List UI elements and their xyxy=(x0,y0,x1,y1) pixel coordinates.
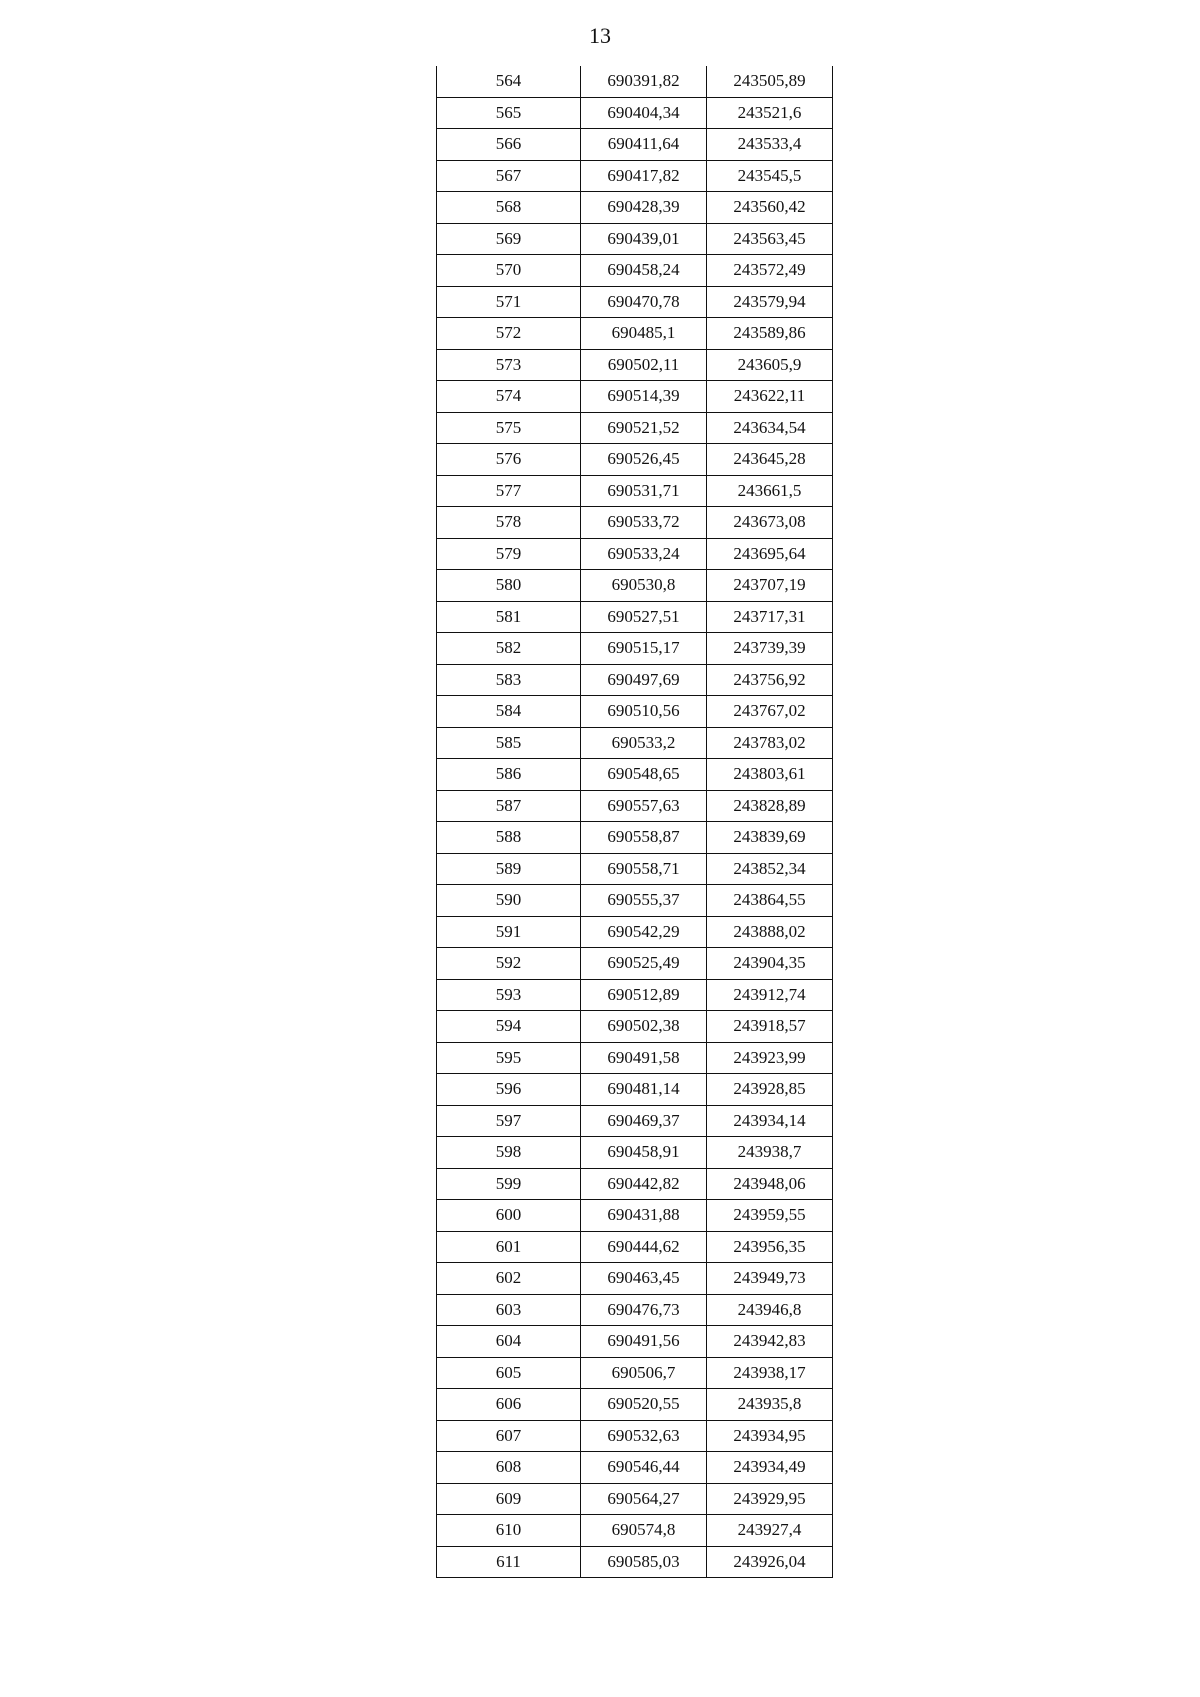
point-number-cell: 600 xyxy=(437,1200,581,1232)
x-coordinate-cell: 690564,27 xyxy=(581,1483,707,1515)
x-coordinate-cell: 690444,62 xyxy=(581,1231,707,1263)
y-coordinate-cell: 243756,92 xyxy=(707,664,833,696)
point-number-cell: 592 xyxy=(437,948,581,980)
table-row xyxy=(437,1011,833,1043)
page-number: 13 xyxy=(589,23,611,48)
table-row xyxy=(437,318,833,350)
table-row xyxy=(437,633,833,665)
y-coordinate-cell: 243622,11 xyxy=(707,381,833,413)
point-number-cell: 599 xyxy=(437,1168,581,1200)
table-row xyxy=(437,1042,833,1074)
x-coordinate-cell: 690515,17 xyxy=(581,633,707,665)
x-coordinate-cell: 690481,14 xyxy=(581,1074,707,1106)
point-number-cell: 602 xyxy=(437,1263,581,1295)
y-coordinate-cell: 243918,57 xyxy=(707,1011,833,1043)
point-number-cell: 587 xyxy=(437,790,581,822)
y-coordinate-cell: 243946,8 xyxy=(707,1294,833,1326)
x-coordinate-cell: 690532,63 xyxy=(581,1420,707,1452)
y-coordinate-cell: 243959,55 xyxy=(707,1200,833,1232)
table-row xyxy=(437,444,833,476)
table-row xyxy=(437,1231,833,1263)
y-coordinate-cell: 243923,99 xyxy=(707,1042,833,1074)
x-coordinate-cell: 690470,78 xyxy=(581,286,707,318)
point-number-cell: 611 xyxy=(437,1546,581,1578)
y-coordinate-cell: 243852,34 xyxy=(707,853,833,885)
table-row xyxy=(437,1326,833,1358)
point-number-cell: 576 xyxy=(437,444,581,476)
y-coordinate-cell: 243938,7 xyxy=(707,1137,833,1169)
x-coordinate-cell: 690533,24 xyxy=(581,538,707,570)
x-coordinate-cell: 690510,56 xyxy=(581,696,707,728)
point-number-cell: 583 xyxy=(437,664,581,696)
y-coordinate-cell: 243717,31 xyxy=(707,601,833,633)
point-number-cell: 575 xyxy=(437,412,581,444)
table-row xyxy=(437,1389,833,1421)
table-row xyxy=(437,1263,833,1295)
y-coordinate-cell: 243673,08 xyxy=(707,507,833,539)
y-coordinate-cell: 243828,89 xyxy=(707,790,833,822)
table-row xyxy=(437,192,833,224)
point-number-cell: 609 xyxy=(437,1483,581,1515)
point-number-cell: 566 xyxy=(437,129,581,161)
point-number-cell: 582 xyxy=(437,633,581,665)
y-coordinate-cell: 243634,54 xyxy=(707,412,833,444)
table-row xyxy=(437,885,833,917)
y-coordinate-cell: 243560,42 xyxy=(707,192,833,224)
y-coordinate-cell: 243605,9 xyxy=(707,349,833,381)
point-number-cell: 572 xyxy=(437,318,581,350)
table-row xyxy=(437,1515,833,1547)
x-coordinate-cell: 690439,01 xyxy=(581,223,707,255)
x-coordinate-cell: 690442,82 xyxy=(581,1168,707,1200)
point-number-cell: 579 xyxy=(437,538,581,570)
table-row xyxy=(437,129,833,161)
table-row xyxy=(437,1137,833,1169)
x-coordinate-cell: 690491,56 xyxy=(581,1326,707,1358)
y-coordinate-cell: 243645,28 xyxy=(707,444,833,476)
x-coordinate-cell: 690557,63 xyxy=(581,790,707,822)
x-coordinate-cell: 690558,87 xyxy=(581,822,707,854)
x-coordinate-cell: 690512,89 xyxy=(581,979,707,1011)
point-number-cell: 604 xyxy=(437,1326,581,1358)
x-coordinate-cell: 690458,24 xyxy=(581,255,707,287)
point-number-cell: 581 xyxy=(437,601,581,633)
table-row xyxy=(437,1105,833,1137)
table-row xyxy=(437,223,833,255)
point-number-cell: 603 xyxy=(437,1294,581,1326)
y-coordinate-cell: 243912,74 xyxy=(707,979,833,1011)
x-coordinate-cell: 690546,44 xyxy=(581,1452,707,1484)
y-coordinate-cell: 243545,5 xyxy=(707,160,833,192)
x-coordinate-cell: 690521,52 xyxy=(581,412,707,444)
x-coordinate-cell: 690502,11 xyxy=(581,349,707,381)
x-coordinate-cell: 690502,38 xyxy=(581,1011,707,1043)
table-row xyxy=(437,97,833,129)
point-number-cell: 565 xyxy=(437,97,581,129)
x-coordinate-cell: 690485,1 xyxy=(581,318,707,350)
table-row xyxy=(437,916,833,948)
x-coordinate-cell: 690531,71 xyxy=(581,475,707,507)
x-coordinate-cell: 690428,39 xyxy=(581,192,707,224)
point-number-cell: 564 xyxy=(437,66,581,97)
table-row xyxy=(437,790,833,822)
x-coordinate-cell: 690558,71 xyxy=(581,853,707,885)
table-row xyxy=(437,979,833,1011)
table-row xyxy=(437,570,833,602)
table-row xyxy=(437,66,833,97)
x-coordinate-cell: 690527,51 xyxy=(581,601,707,633)
x-coordinate-cell: 690533,2 xyxy=(581,727,707,759)
x-coordinate-cell: 690533,72 xyxy=(581,507,707,539)
y-coordinate-cell: 243888,02 xyxy=(707,916,833,948)
table-row xyxy=(437,1452,833,1484)
table-row xyxy=(437,507,833,539)
x-coordinate-cell: 690542,29 xyxy=(581,916,707,948)
x-coordinate-cell: 690574,8 xyxy=(581,1515,707,1547)
x-coordinate-cell: 690404,34 xyxy=(581,97,707,129)
point-number-cell: 610 xyxy=(437,1515,581,1547)
y-coordinate-cell: 243934,49 xyxy=(707,1452,833,1484)
x-coordinate-cell: 690476,73 xyxy=(581,1294,707,1326)
point-number-cell: 588 xyxy=(437,822,581,854)
point-number-cell: 594 xyxy=(437,1011,581,1043)
x-coordinate-cell: 690463,45 xyxy=(581,1263,707,1295)
point-number-cell: 596 xyxy=(437,1074,581,1106)
y-coordinate-cell: 243864,55 xyxy=(707,885,833,917)
x-coordinate-cell: 690497,69 xyxy=(581,664,707,696)
y-coordinate-cell: 243935,8 xyxy=(707,1389,833,1421)
y-coordinate-cell: 243695,64 xyxy=(707,538,833,570)
table-row xyxy=(437,1074,833,1106)
y-coordinate-cell: 243928,85 xyxy=(707,1074,833,1106)
point-number-cell: 586 xyxy=(437,759,581,791)
point-number-cell: 590 xyxy=(437,885,581,917)
y-coordinate-cell: 243589,86 xyxy=(707,318,833,350)
table-row xyxy=(437,538,833,570)
table-row xyxy=(437,160,833,192)
point-number-cell: 605 xyxy=(437,1357,581,1389)
y-coordinate-cell: 243949,73 xyxy=(707,1263,833,1295)
y-coordinate-cell: 243934,95 xyxy=(707,1420,833,1452)
table-row xyxy=(437,1483,833,1515)
x-coordinate-cell: 690491,58 xyxy=(581,1042,707,1074)
y-coordinate-cell: 243926,04 xyxy=(707,1546,833,1578)
table-row xyxy=(437,286,833,318)
y-coordinate-cell: 243904,35 xyxy=(707,948,833,980)
x-coordinate-cell: 690506,7 xyxy=(581,1357,707,1389)
point-number-cell: 597 xyxy=(437,1105,581,1137)
x-coordinate-cell: 690526,45 xyxy=(581,444,707,476)
x-coordinate-cell: 690514,39 xyxy=(581,381,707,413)
point-number-cell: 574 xyxy=(437,381,581,413)
point-number-cell: 570 xyxy=(437,255,581,287)
point-number-cell: 567 xyxy=(437,160,581,192)
table-row xyxy=(437,696,833,728)
table-row xyxy=(437,255,833,287)
point-number-cell: 601 xyxy=(437,1231,581,1263)
table-row xyxy=(437,1294,833,1326)
table-row xyxy=(437,1200,833,1232)
table-row xyxy=(437,727,833,759)
point-number-cell: 607 xyxy=(437,1420,581,1452)
point-number-cell: 577 xyxy=(437,475,581,507)
coordinate-table xyxy=(436,66,833,1578)
y-coordinate-cell: 243942,83 xyxy=(707,1326,833,1358)
point-number-cell: 593 xyxy=(437,979,581,1011)
point-number-cell: 585 xyxy=(437,727,581,759)
point-number-cell: 598 xyxy=(437,1137,581,1169)
y-coordinate-cell: 243661,5 xyxy=(707,475,833,507)
point-number-cell: 569 xyxy=(437,223,581,255)
point-number-cell: 595 xyxy=(437,1042,581,1074)
y-coordinate-cell: 243934,14 xyxy=(707,1105,833,1137)
x-coordinate-cell: 690548,65 xyxy=(581,759,707,791)
table-row xyxy=(437,948,833,980)
point-number-cell: 568 xyxy=(437,192,581,224)
point-number-cell: 571 xyxy=(437,286,581,318)
table-row xyxy=(437,822,833,854)
y-coordinate-cell: 243767,02 xyxy=(707,696,833,728)
table-row xyxy=(437,759,833,791)
y-coordinate-cell: 243521,6 xyxy=(707,97,833,129)
coordinate-table-body xyxy=(437,66,833,1578)
point-number-cell: 573 xyxy=(437,349,581,381)
y-coordinate-cell: 243707,19 xyxy=(707,570,833,602)
y-coordinate-cell: 243505,89 xyxy=(707,66,833,97)
x-coordinate-cell: 690391,82 xyxy=(581,66,707,97)
table-row xyxy=(437,349,833,381)
y-coordinate-cell: 243579,94 xyxy=(707,286,833,318)
x-coordinate-cell: 690585,03 xyxy=(581,1546,707,1578)
x-coordinate-cell: 690411,64 xyxy=(581,129,707,161)
x-coordinate-cell: 690458,91 xyxy=(581,1137,707,1169)
table-row xyxy=(437,1357,833,1389)
table-row xyxy=(437,1420,833,1452)
point-number-cell: 589 xyxy=(437,853,581,885)
y-coordinate-cell: 243783,02 xyxy=(707,727,833,759)
table-row xyxy=(437,664,833,696)
point-number-cell: 578 xyxy=(437,507,581,539)
table-row xyxy=(437,1168,833,1200)
point-number-cell: 584 xyxy=(437,696,581,728)
point-number-cell: 580 xyxy=(437,570,581,602)
point-number-cell: 591 xyxy=(437,916,581,948)
y-coordinate-cell: 243956,35 xyxy=(707,1231,833,1263)
table-row xyxy=(437,601,833,633)
point-number-cell: 608 xyxy=(437,1452,581,1484)
table-row xyxy=(437,412,833,444)
y-coordinate-cell: 243938,17 xyxy=(707,1357,833,1389)
x-coordinate-cell: 690417,82 xyxy=(581,160,707,192)
table-row xyxy=(437,853,833,885)
y-coordinate-cell: 243572,49 xyxy=(707,255,833,287)
y-coordinate-cell: 243927,4 xyxy=(707,1515,833,1547)
x-coordinate-cell: 690525,49 xyxy=(581,948,707,980)
y-coordinate-cell: 243929,95 xyxy=(707,1483,833,1515)
table-row xyxy=(437,475,833,507)
x-coordinate-cell: 690520,55 xyxy=(581,1389,707,1421)
table-row xyxy=(437,1546,833,1578)
table-row xyxy=(437,381,833,413)
y-coordinate-cell: 243563,45 xyxy=(707,223,833,255)
y-coordinate-cell: 243533,4 xyxy=(707,129,833,161)
y-coordinate-cell: 243948,06 xyxy=(707,1168,833,1200)
x-coordinate-cell: 690530,8 xyxy=(581,570,707,602)
y-coordinate-cell: 243839,69 xyxy=(707,822,833,854)
x-coordinate-cell: 690431,88 xyxy=(581,1200,707,1232)
x-coordinate-cell: 690555,37 xyxy=(581,885,707,917)
y-coordinate-cell: 243739,39 xyxy=(707,633,833,665)
point-number-cell: 606 xyxy=(437,1389,581,1421)
x-coordinate-cell: 690469,37 xyxy=(581,1105,707,1137)
y-coordinate-cell: 243803,61 xyxy=(707,759,833,791)
